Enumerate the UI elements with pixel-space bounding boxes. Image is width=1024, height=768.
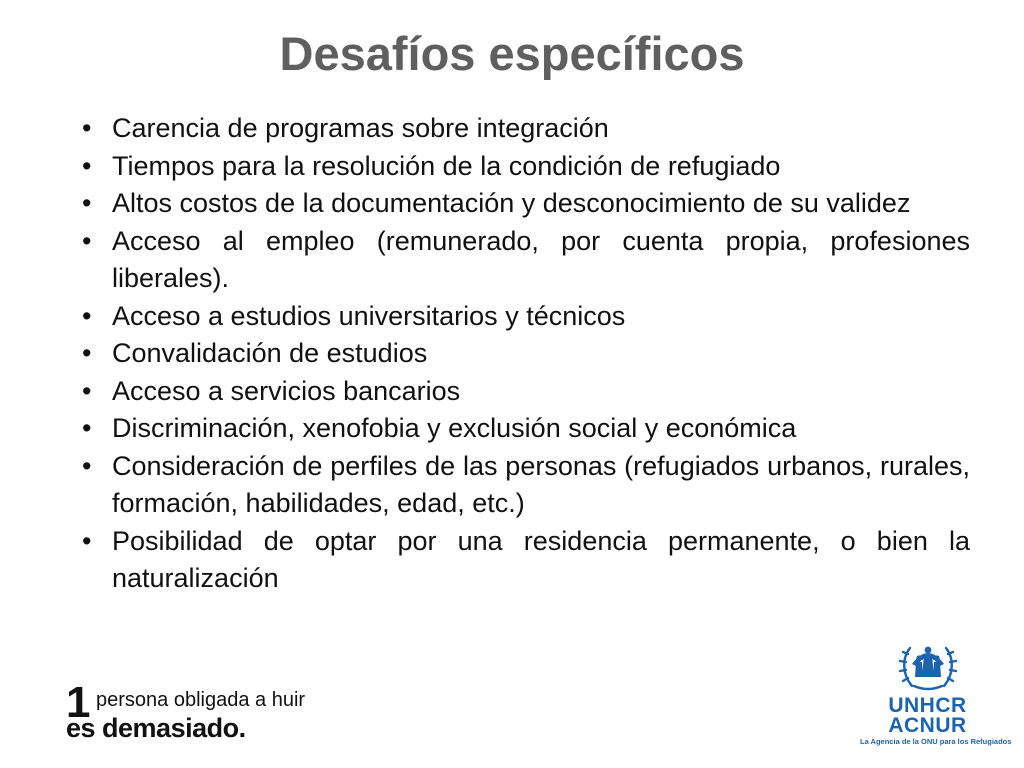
bullet-marker: •	[82, 188, 92, 218]
slogan-line-2: es demasiado.	[66, 713, 246, 743]
bullet-item	[80, 448, 970, 523]
bullet-marker: •	[82, 300, 92, 331]
bullet-text: Consideración de perfiles de las personas (refugiados urbanos, rurales, formación, habilidades, edad, etc.)	[112, 450, 970, 518]
bullet-marker: •	[82, 413, 92, 443]
bullet-text: Tiempos para la resolución de la condición de refugiado	[112, 150, 781, 181]
bullet-marker: •	[82, 375, 92, 406]
bullet-text: Discriminación, xenofobia y exclusión social y económica	[112, 413, 797, 443]
logo-wordmark-unhcr: UNHCR	[888, 694, 967, 717]
bullet-text: Convalidación de estudios	[112, 338, 428, 368]
bullet-text: Posibilidad de optar por una residencia permanente, o bien la naturalización	[112, 525, 970, 593]
logo-tagline: La Agencia de la ONU para los Refugiados	[860, 737, 1012, 746]
bullet-marker: •	[82, 113, 92, 143]
bullet-marker: •	[82, 525, 92, 556]
bullet-text: Carencia de programas sobre integración	[112, 113, 609, 143]
bullet-marker: •	[82, 150, 92, 181]
bullet-item	[80, 410, 970, 448]
unhcr-logo	[860, 640, 1012, 748]
bullet-item	[80, 335, 970, 373]
bullet-item	[80, 373, 970, 411]
bullet-item	[80, 185, 970, 223]
slogan-line-1: persona obligada a huir	[96, 689, 306, 711]
bullet-item	[80, 298, 970, 336]
laurel-family-icon	[898, 640, 958, 694]
bullet-marker: •	[82, 338, 92, 368]
bullet-item	[80, 223, 970, 298]
bullet-text: Acceso a estudios universitarios y técnicos	[112, 300, 626, 331]
bullet-list	[80, 110, 970, 598]
bullet-text: Acceso al empleo (remunerado, por cuenta propia, profesiones liberales).	[112, 225, 970, 293]
slogan-number: 1	[66, 678, 91, 727]
bullet-item	[80, 148, 970, 186]
bullet-text: Altos costos de la documentación y desconocimiento de su validez	[112, 188, 911, 218]
bullet-marker: •	[82, 225, 92, 256]
slide-title: Desafíos específicos	[279, 27, 745, 80]
bullet-item	[80, 523, 970, 598]
bullet-item	[80, 110, 970, 148]
bullet-text: Acceso a servicios bancarios	[112, 375, 461, 406]
logo-wordmark-acnur: ACNUR	[888, 714, 967, 737]
bullet-marker: •	[82, 450, 92, 481]
